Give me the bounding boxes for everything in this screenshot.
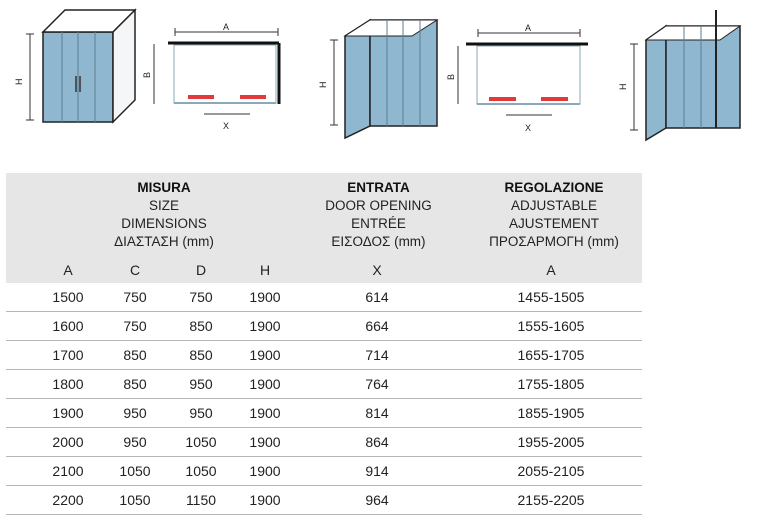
cell-adjust: 1655-1705 — [517, 347, 585, 363]
adjustable-line: ΠΡΟΣΑΡΜΟΓΗ (mm) — [489, 234, 619, 249]
cell-adjust: 2055-2105 — [517, 463, 585, 479]
cell-a: 2200 — [52, 492, 84, 508]
cell-h: 1900 — [249, 405, 281, 421]
entrance-group-header — [306, 179, 451, 251]
entrance-line: DOOR OPENING — [325, 198, 432, 213]
cell-x: 664 — [365, 318, 389, 334]
cell-adjust: 1455-1505 — [517, 289, 585, 305]
cell-c: 750 — [123, 318, 147, 334]
cell-adjust: 1955-2005 — [517, 434, 585, 450]
size-line: SIZE — [148, 198, 179, 213]
cell-a: 1900 — [52, 405, 84, 421]
cell-h: 1900 — [249, 492, 281, 508]
cell-c: 850 — [123, 376, 147, 392]
cell-h: 1900 — [249, 463, 281, 479]
enclosure-plan-diagram-2 — [446, 23, 588, 133]
table-row — [6, 428, 642, 457]
cell-d: 750 — [189, 289, 213, 305]
cell-x: 614 — [365, 289, 389, 305]
height-label-2: H — [318, 81, 328, 88]
cell-a: 1700 — [52, 347, 84, 363]
cell-a: 2100 — [52, 463, 84, 479]
cell-adjust: 1755-1805 — [517, 376, 585, 392]
cell-d: 850 — [189, 347, 213, 363]
cell-d: 1050 — [185, 434, 217, 450]
table-row — [6, 457, 642, 486]
cell-d: 950 — [189, 376, 213, 392]
adjustable-title: REGOLAZIONE — [504, 180, 604, 195]
size-line: ΔΙΑΣΤΑΣΗ (mm) — [114, 234, 214, 249]
cell-d: 1050 — [185, 463, 217, 479]
table-row — [6, 399, 642, 428]
table-header — [6, 173, 642, 283]
product-diagrams — [0, 0, 770, 160]
enclosure-front-diagram — [14, 10, 135, 122]
enclosure-perspective-diagram — [318, 20, 437, 138]
cell-h: 1900 — [249, 347, 281, 363]
cell-d: 850 — [189, 318, 213, 334]
cell-h: 1900 — [249, 318, 281, 334]
opening-label-2: X — [525, 123, 532, 133]
cell-adjust: 2155-2205 — [517, 492, 585, 508]
cell-h: 1900 — [249, 289, 281, 305]
size-group-header — [66, 179, 262, 251]
depth-label-1: B — [142, 71, 152, 78]
entrance-title: ENTRATA — [347, 180, 410, 195]
column-header-x: X — [372, 262, 382, 278]
table-row — [6, 486, 642, 515]
width-label-2: A — [525, 23, 532, 33]
column-header-adjust-a: A — [546, 262, 556, 278]
cell-a: 1500 — [52, 289, 84, 305]
table-row — [6, 312, 642, 341]
cell-h: 1900 — [249, 434, 281, 450]
cell-c: 750 — [123, 289, 147, 305]
cell-a: 1800 — [52, 376, 84, 392]
depth-label-2: B — [446, 73, 456, 80]
width-label-1: A — [223, 22, 230, 32]
cell-c: 1050 — [119, 492, 151, 508]
cell-h: 1900 — [249, 376, 281, 392]
adjustable-line: AJUSTEMENT — [508, 216, 599, 231]
column-header-a: A — [63, 262, 73, 278]
table-row — [6, 283, 642, 312]
cell-d: 950 — [189, 405, 213, 421]
cell-c: 1050 — [119, 463, 151, 479]
enclosure-side-diagram — [618, 10, 740, 140]
opening-label-1: X — [223, 121, 230, 131]
cell-x: 714 — [365, 347, 389, 363]
size-line: DIMENSIONS — [121, 216, 207, 231]
cell-adjust: 1555-1605 — [517, 318, 585, 334]
cell-c: 850 — [123, 347, 147, 363]
adjustable-group-header — [454, 179, 654, 251]
column-header-c: C — [129, 262, 141, 278]
shower-enclosure-diagrams — [0, 0, 770, 160]
cell-x: 914 — [365, 463, 389, 479]
entrance-line: ΕΙΣΟΔΟΣ (mm) — [331, 234, 426, 249]
entrance-line: ENTRÉE — [351, 216, 406, 231]
cell-x: 864 — [365, 434, 389, 450]
height-label-3: H — [618, 83, 628, 90]
cell-x: 814 — [365, 405, 389, 421]
size-title: MISURA — [137, 180, 191, 195]
cell-adjust: 1855-1905 — [517, 405, 585, 421]
table-row — [6, 370, 642, 399]
column-header-h: H — [259, 262, 271, 278]
cell-a: 1600 — [52, 318, 84, 334]
cell-x: 964 — [365, 492, 389, 508]
column-header-d: D — [195, 262, 207, 278]
cell-a: 2000 — [52, 434, 84, 450]
enclosure-plan-diagram-1 — [142, 22, 279, 131]
table-row — [6, 341, 642, 370]
cell-d: 1150 — [185, 492, 217, 508]
size-table — [6, 173, 642, 515]
cell-c: 950 — [123, 434, 147, 450]
cell-x: 764 — [365, 376, 389, 392]
cell-c: 950 — [123, 405, 147, 421]
adjustable-line: ADJUSTABLE — [510, 198, 598, 213]
height-label-1: H — [14, 78, 24, 85]
